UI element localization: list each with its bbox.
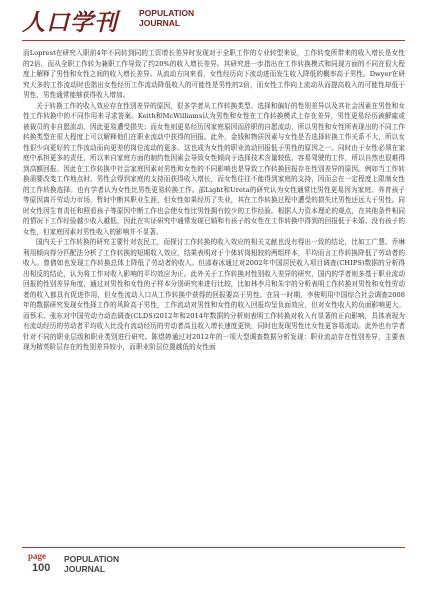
- header-rule: [22, 40, 405, 41]
- footer-journal-name: [64, 554, 119, 574]
- page-number: 100: [32, 562, 51, 574]
- footer-rule: [22, 547, 405, 548]
- page-footer: [22, 547, 405, 587]
- paragraph-3: 国内关于工作转换的研究主要针对农民工，而探讨工作转换的收入效应的相关文献也没有得出一致的结论，比如工广慧、乔琳利用倾向得分匹配法分析了工作转换的短期收入效应，结果表明对于个体转岗相较的两组样本，平均而言工作转换降低了劳动者的收入。曾倩如也发现工作转换总体上降低了劳动者的收入。但邵春冰通过对2002年中国居民收入项目调查(CHIPS)数据的分析得出相反的结论，认为将工作对收入影响的平均效应为正。此外关于工作转换对性别收入差异的研究，国内的学者则多基于职业流动回报的性别差异角度，通过对男性和女性的子样本分别研究来进行比较，比如林李月和朱宇的分析表明工作转换对男性和女性劳动者的收入都具有促进作用，但女性流动入口从工作转换中获得的回报要高于男性。在同一时期，李骏明用中国综合社会调查2008年的数据研究发现女性择工作的风险高于男性，工作流动对男性和女性的收入回报均呈负面效应，但对女性收入的负面影响更大。而蔡禾、张东对中国劳动力动态调查(CLDS)2012年和2014年数据的分析则表明工作转换对收入有显著的正向影响，具体表现为有流动经历的劳动者平均收入比没有流动经历的劳动者高且收入增长速度更快，同时也发现男性比女性更容易流动。此外也有学者针对不同的职业层级和职业类别进行研究。陈煜婷通过对2012年的一项大型调查数据分析发现：职业流动存在性别差异，主要表现为精英阶层存在的性别差异较小，而职业阶层位置越低的女性面: [23, 238, 405, 351]
- journal-logo: 人口学刊: [22, 9, 118, 36]
- journal-name-line2: JOURNAL: [139, 18, 181, 28]
- footer-journal-line2: JOURNAL: [64, 564, 106, 574]
- page-label: page: [28, 551, 46, 561]
- journal-name-en: [139, 8, 194, 28]
- paragraph-2: 关于转换工作的收入效应存在性别差异的原因，很多学者从工作转换类型、选择和偏好的性别差异以及其社会因素在男性和女性工作转换中的不同作用来寻求答案。Keith和McWilliams认为男性和女性在工作转换模式上存在差异，男性更易经历被解雇或被裁员的非自愿流动，因此更易遭受损失；而女性则更易经历因家庭原因而辞职的自愿流动，所以男性和女性所表现出的不同工作转换类型在很大程度上可以解释他们在职业流动中获得的回报。此外，金钱和物质因素与女性是否选择转换工作关系不大，所以女性很少向更好的工作流动而向更差的岗位流动的更多。这也成为女性的职业流动回报低于男性的原因之一。同时由于女性必须在家庭中承担更多的责任，所以来自家庭方面的制约性因素会导致女性倾向于选择技术含量较低、容易驾驶的工作，所以自然也很难得到高额回报。因此在工作转换中社会家庭因素对男性和女性的不同影响也是导致工作转换回报存在性别差异的原因。例如当工作转换需要改变工作地点时，男性会得到家庭的支持而获得收入增长，而女性往往不能得到家庭的支持，因而会在一定程度上限制女性的工作转换选择。也有学者认为女性比男性更易转换工作。邵Light和Ureta的研究认为女性通常比男性更易因为家庭、养育孩子等原因离开劳动力市场，暂时中断其职业生涯，但女性如果经历了失业，其在工作转换过程中遭受的损失比男性还远大于男性。同时女性因生育责任和照看孩子等原因中断工作也会使女性比男性拥有较少的工作经验。根据人力资本理论的观点，在其他条件相同的情况下工作经验越少收入越低，因此在实证研究中通常发现已婚和有孩子的女性在工作转换中得到的回报低于未婚、没有孩子的女性，但家庭因素对男性收入的影响并不显著。: [23, 101, 405, 236]
- article-body: [23, 48, 405, 534]
- page-header: [0, 0, 427, 40]
- footer-journal-line1: POPULATION: [64, 554, 120, 564]
- paragraph-1: 而Loprest在研究入职前4年不同转到同的工资增长差异时发现对于全职工作的专业转型来说，工作转变所带来的收入增长是女性的2倍，而从全职工作转为兼职工作导致了约20%的收入增长差异。其研究进一步指出在工作转换模式和同现方面的不同在很大程度上解释了男性和女性之间的收入增长差异。从流动方向来看，女性经历向下流动进而发生收入降低的概率高于男性。Dwyer在研究大多的工作流动时也指出女性经历工作流动降低收入的可能性是男性的2倍，而女性工作向上流动从而提高收入的可能性却低于男性，男性通常能够获得收入增加。: [23, 49, 405, 99]
- journal-name-line1: POPULATION: [139, 8, 195, 18]
